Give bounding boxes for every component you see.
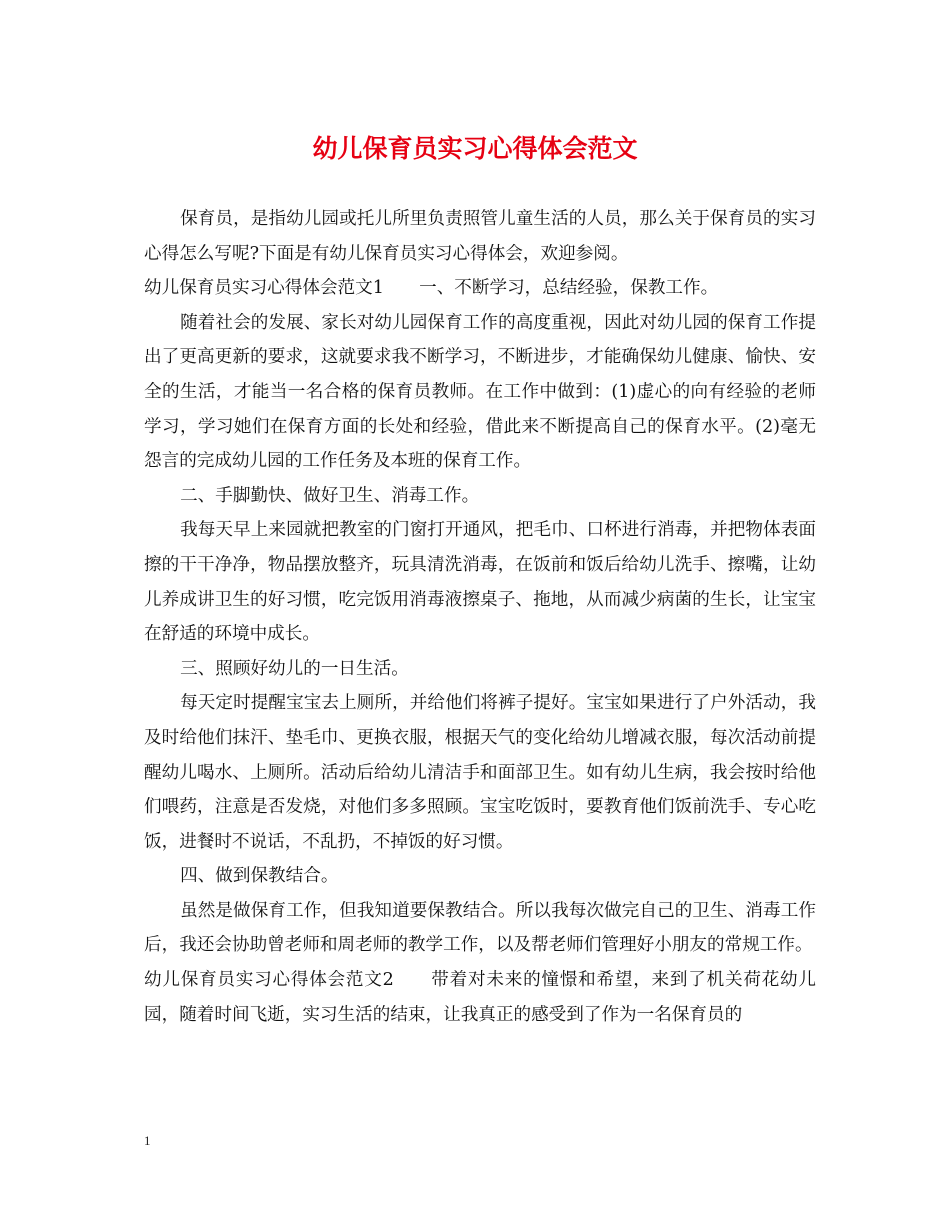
paragraph-study: 随着社会的发展、家长对幼儿园保育工作的高度重视，因此对幼儿园的保育工作提出了更高更新的要求，这就要求我不断学习，不断进步，才能确保幼儿健康、愉快、安全的生活，才能当一名合格的保育员教师。在工作中做到：(1)虚心的向有经验的老师学习，学习她们在保育方面的长处和经验，借此来不断提高自己的保育水平。(2)毫无怨言的完成幼儿园的工作任务及本班的保育工作。 xyxy=(144,312,816,472)
document-body xyxy=(144,202,816,1032)
document-title: 幼儿保育员实习心得体会范文 xyxy=(312,134,638,163)
paragraph-sample2-heading: 幼儿保育员实习心得体会范文2 带着对未来的憧憬和希望，来到了机关荷花幼儿园，随着时间飞逝，实习生活的结束，让我真正的感受到了作为一名保育员的 xyxy=(144,970,816,1025)
paragraph-intro: 保育员，是指幼儿园或托儿所里负责照管儿童生活的人员，那么关于保育员的实习心得怎么写呢?下面是有幼儿保育员实习心得体会，欢迎参阅。 xyxy=(144,209,816,264)
paragraph-care-education: 虽然是做保育工作，但我知道要保教结合。所以我每次做完自己的卫生、消毒工作后，我还会协助曾老师和周老师的教学工作，以及帮老师们管理好小朋友的常规工作。 xyxy=(144,900,816,956)
paragraph-hygiene: 我每天早上来园就把教室的门窗打开通风，把毛巾、口杯进行消毒，并把物体表面擦的干干净净，物品摆放整齐，玩具清洗消毒，在饭前和饭后给幼儿洗手、擦嘴，让幼儿养成讲卫生的好习惯，吃完饭用消毒液擦桌子、拖地，从而减少病菌的生长，让宝宝在舒适的环境中成长。 xyxy=(144,520,816,645)
section-heading-care-education: 四、做到保教结合。 xyxy=(180,866,339,887)
page-number: 1 xyxy=(144,1133,151,1148)
section-heading-daily-life: 三、照顾好幼儿的一日生活。 xyxy=(180,658,409,679)
section-heading-hygiene: 二、手脚勤快、做好卫生、消毒工作。 xyxy=(180,485,480,506)
paragraph-sample1-heading: 幼儿保育员实习心得体会范文1 一、不断学习，总结经验，保教工作。 xyxy=(144,278,719,299)
paragraph-daily-life: 每天定时提醒宝宝去上厕所，并给他们将裤子提好。宝宝如果进行了户外活动，我及时给他们抹汗、垫毛巾、更换衣服，根据天气的变化给幼儿增减衣服，每次活动前提醒幼儿喝水、上厕所。活动后给幼儿清洁手和面部卫生。如有幼儿生病，我会按时给他们喂药，注意是否发烧，对他们多多照顾。宝宝吃饭时，要教育他们饭前洗手、专心吃饭，进餐时不说话，不乱扔，不掉饭的好习惯。 xyxy=(144,693,816,852)
